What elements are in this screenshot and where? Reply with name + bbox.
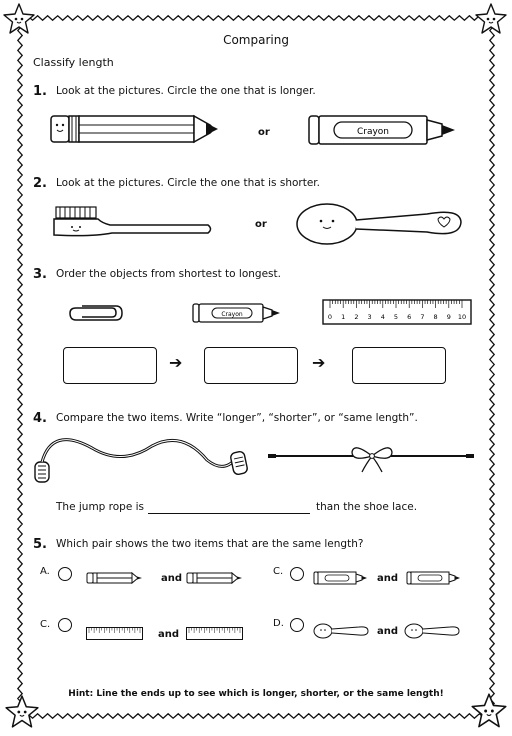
- question-4-number: 4.: [33, 411, 47, 426]
- crayon-icon: [406, 571, 462, 585]
- ruler-tick-label: 3: [367, 313, 372, 321]
- crayon-label: Crayon: [356, 127, 390, 137]
- small-crayon-icon[interactable]: [192, 302, 282, 324]
- ruler-tick-label: 9: [446, 313, 451, 321]
- ruler-tick-label: 10: [457, 313, 467, 321]
- ruler-icon: [186, 627, 243, 640]
- question-4-text: Compare the two items. Write “longer”, “shorter”, or “same length”.: [56, 412, 418, 424]
- ruler-tick-label: 5: [393, 313, 399, 321]
- question-2-or: or: [255, 219, 267, 230]
- ruler-tick-label: 4: [380, 313, 385, 321]
- spoon-icon: [313, 622, 369, 640]
- ruler-tick-label: 2: [354, 313, 359, 321]
- star-top-left-icon: [2, 2, 36, 36]
- worksheet-subtitle: Classify length: [33, 56, 114, 69]
- order-box-2[interactable]: [204, 347, 298, 384]
- jump-rope-icon[interactable]: [32, 432, 262, 484]
- question-2-number: 2.: [33, 176, 47, 191]
- star-bottom-left-icon: [4, 694, 40, 730]
- small-crayon-label: Crayon: [221, 311, 243, 318]
- option-a-letter: A.: [40, 566, 50, 577]
- question-4-sentence-end: than the shoe lace.: [316, 501, 418, 513]
- star-top-right-icon: [474, 2, 508, 36]
- question-1-or: or: [258, 127, 270, 138]
- option-c-rulers-and: and: [158, 629, 180, 640]
- option-a-and: and: [161, 573, 183, 584]
- option-c-rulers-letter: C.: [40, 619, 51, 630]
- question-5-text: Which pair shows the two items that are the same length?: [56, 538, 364, 550]
- hint-text: Hint: Line the ends up to see which is longer, shorter, or the same length!: [68, 689, 444, 699]
- question-4-sentence-start: The jump rope is: [56, 501, 145, 513]
- answer-blank[interactable]: [148, 513, 310, 514]
- option-c-and: and: [377, 573, 399, 584]
- order-box-3[interactable]: [352, 347, 446, 384]
- question-3-number: 3.: [33, 267, 47, 282]
- option-c-letter: C.: [273, 566, 284, 577]
- ruler-tick-label: 0: [327, 313, 333, 321]
- arrow-right-icon: ➔: [169, 353, 183, 372]
- option-d-radio[interactable]: [290, 618, 304, 632]
- question-3-text: Order the objects from shortest to longest.: [56, 268, 281, 280]
- option-d-letter: D.: [273, 618, 284, 629]
- arrow-right-icon: ➔: [312, 353, 326, 372]
- spoon-icon[interactable]: [295, 202, 465, 246]
- ruler-tick-label: 8: [433, 313, 438, 321]
- ruler-tick-label: 1: [341, 313, 346, 321]
- pencil-icon[interactable]: [50, 113, 222, 145]
- question-1-text: Look at the pictures. Circle the one that is longer.: [56, 85, 316, 97]
- order-box-1[interactable]: [63, 347, 157, 384]
- toothbrush-icon[interactable]: [52, 205, 214, 239]
- worksheet-title: Comparing: [223, 33, 289, 47]
- option-c-rulers-radio[interactable]: [58, 618, 72, 632]
- option-a-radio[interactable]: [58, 567, 72, 581]
- crayon-icon[interactable]: [308, 114, 458, 146]
- ruler-tick-label: 7: [420, 313, 425, 321]
- crayon-icon: [313, 571, 369, 585]
- option-c-radio[interactable]: [290, 567, 304, 581]
- ruler-icon[interactable]: [322, 299, 472, 325]
- spoon-icon: [404, 622, 460, 640]
- option-d-and: and: [377, 626, 399, 637]
- ruler-icon: [86, 627, 143, 640]
- question-1-number: 1.: [33, 84, 47, 99]
- question-5-number: 5.: [33, 537, 47, 552]
- pencil-icon: [86, 571, 144, 585]
- ruler-tick-label: 6: [407, 313, 412, 321]
- pencil-icon: [186, 571, 244, 585]
- paperclip-icon[interactable]: [68, 302, 124, 324]
- shoelace-icon[interactable]: [268, 440, 476, 474]
- question-2-text: Look at the pictures. Circle the one that is shorter.: [56, 177, 320, 189]
